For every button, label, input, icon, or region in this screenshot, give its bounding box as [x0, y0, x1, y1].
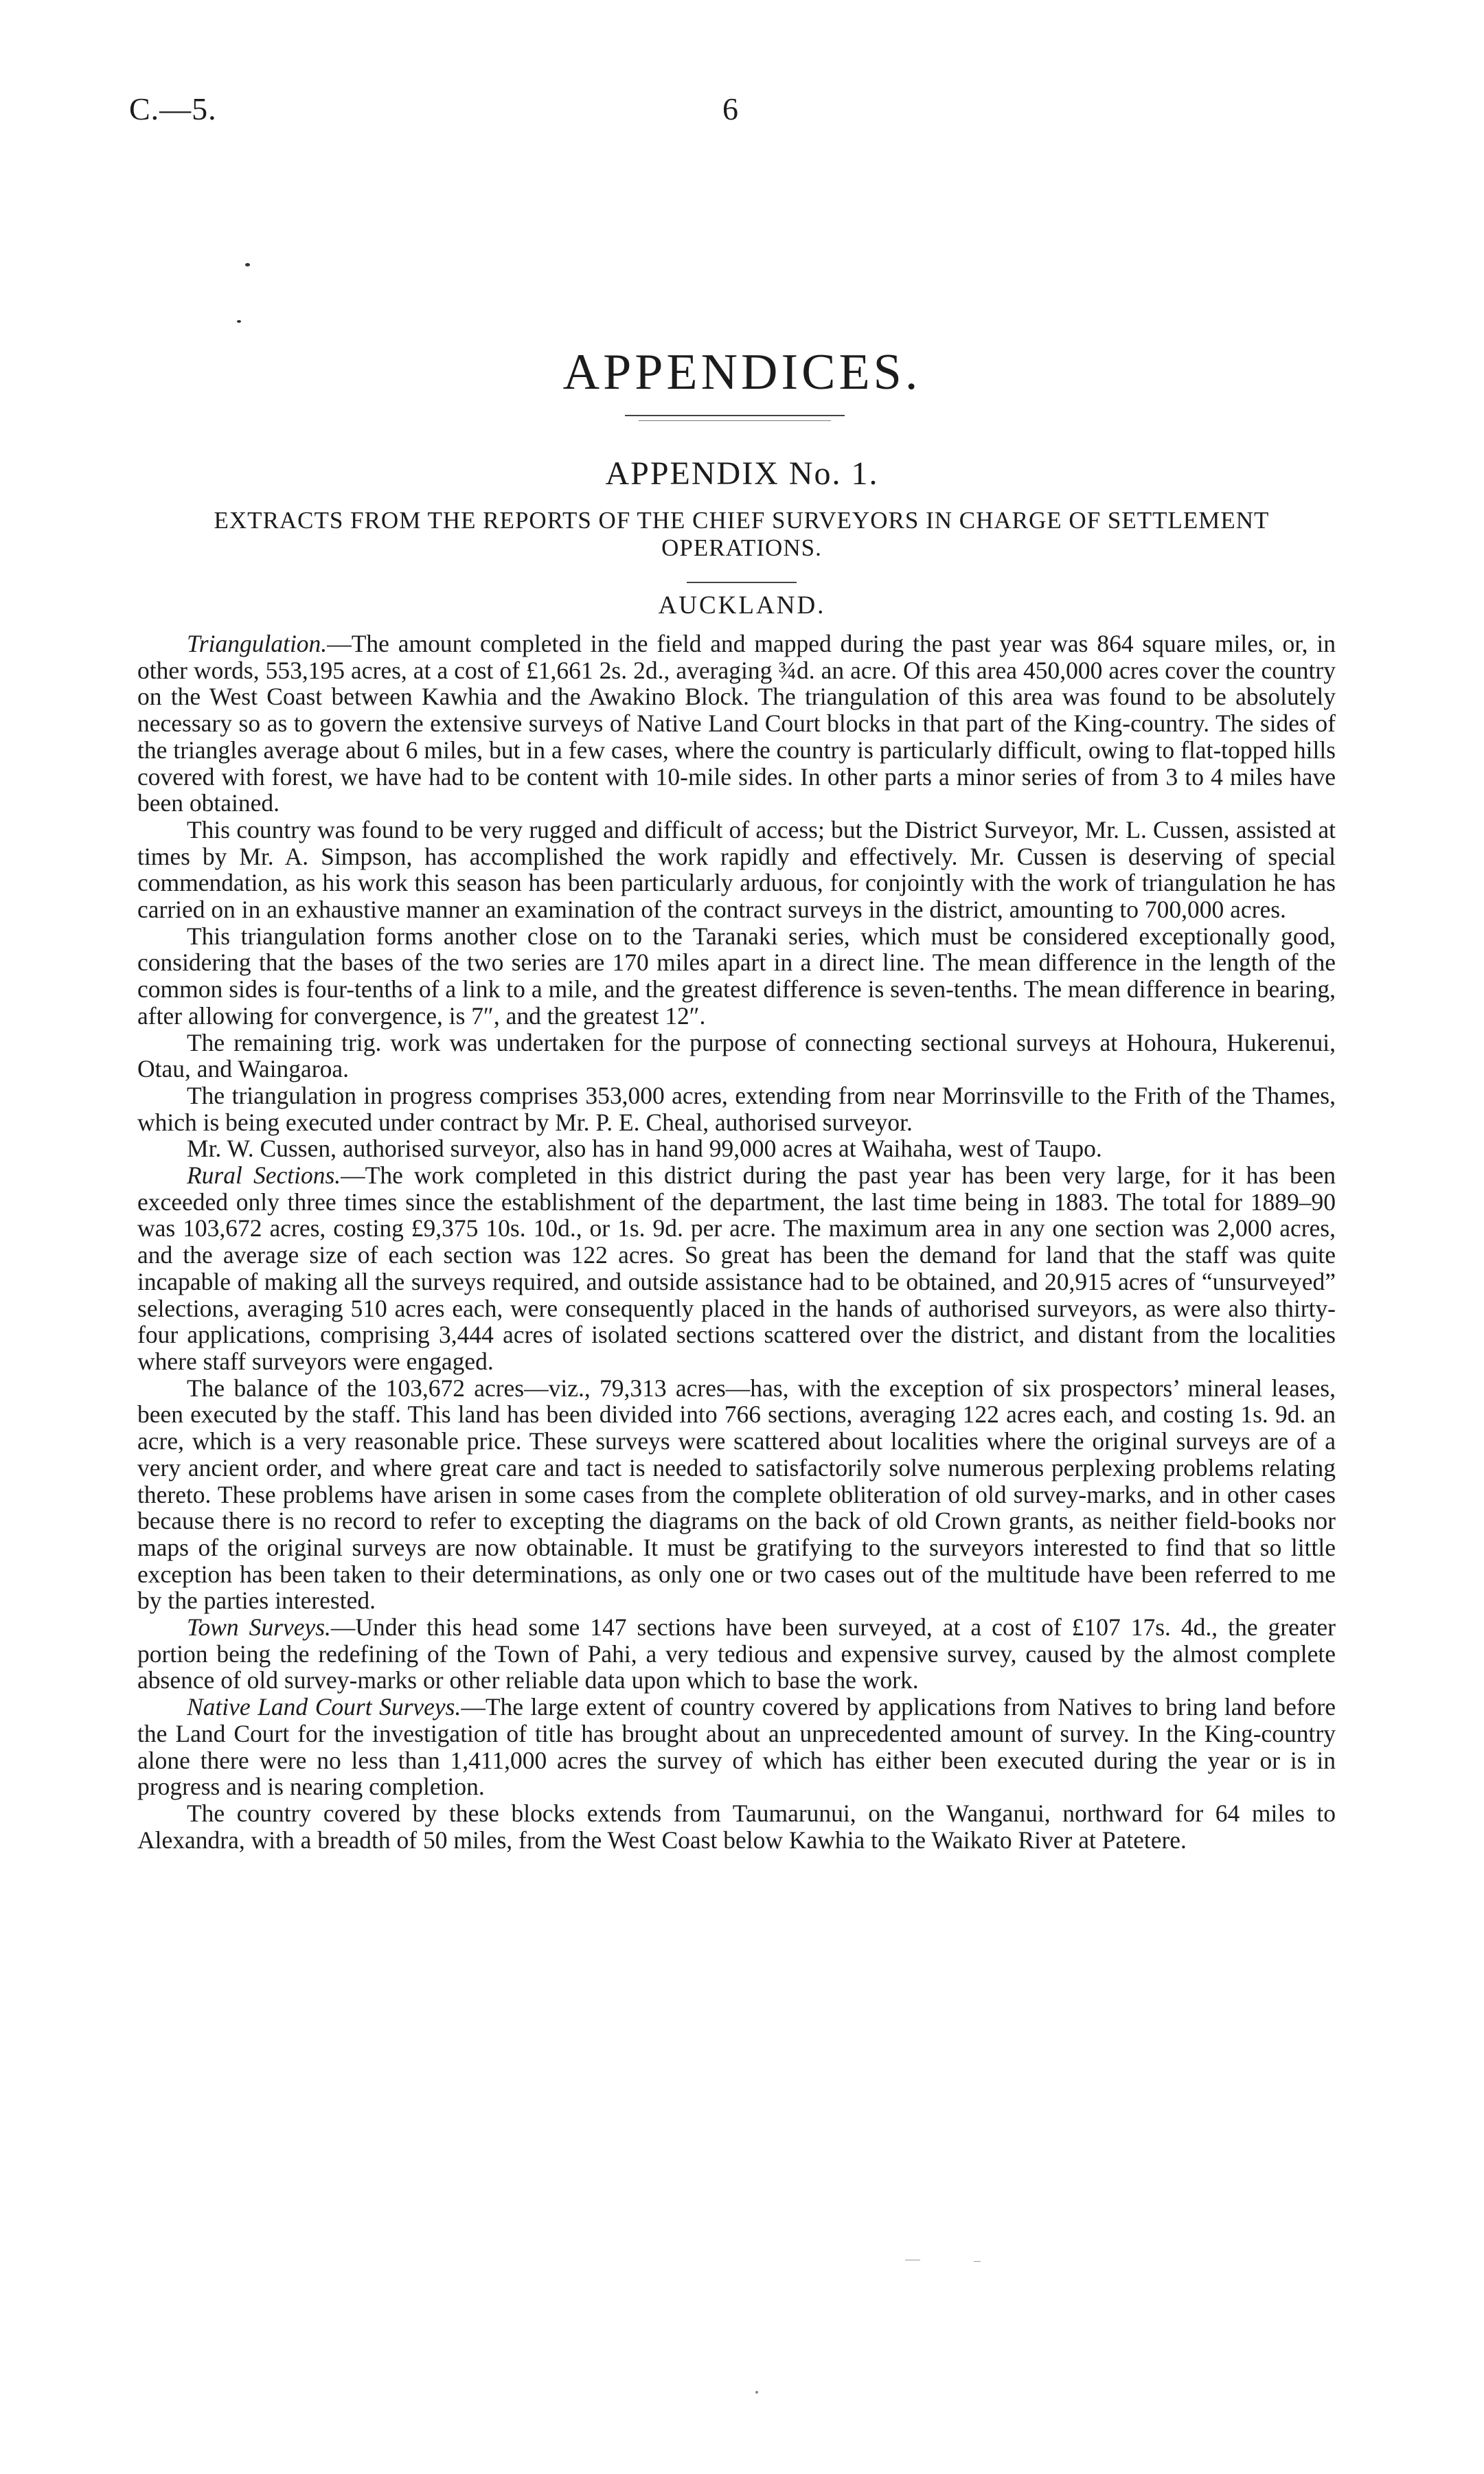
print-speck [245, 263, 250, 266]
page-title: APPENDICES. [562, 344, 922, 400]
paragraph-text: This triangulation forms another close on to the Taranaki series, which must be considered exceptionally good, considering that the bases of the two series are 170 miles apart in a direct line. The mean difference in the length of the common sides is four-tenths of a link to a mile, and the greatest difference is seven-tenths. The mean difference in bearing, after allowing for convergence, is 7″, and the greatest 12″. [137, 922, 1336, 1030]
paragraph-text: —The work completed in this district during the past year has been very large, for it has been exceeded only three times since the establishment of the department, the last time being in 1883. The total for 1889–90 was 103,672 acres, costing £9,375 10s. 10d., or 1s. 9d. per acre. The maximum area in any one section was 2,000 acres, and the average size of each section was 122 acres. So great has been the demand for land that the staff was quite incapable of making all the surveys required, and outside assistance had to be obtained, and 20,915 acres of “unsurveyed” selections, averaging 510 acres each, were consequently placed in the hands of authorised surveyors, as were also thirty-four applications, comprising 3,444 acres of isolated sections scattered over the district, and distant from the localities where staff surveyors were engaged. [137, 1161, 1336, 1375]
paragraph-heading: Native Land Court Surveys. [187, 1693, 461, 1721]
paragraph-text: This country was found to be very rugged and difficult of access; but the District Surveyor, Mr. L. Cussen, assisted at times by Mr. A. Simpson, has accomplished the work rapidly and effectively. Mr. Cussen is deserving of special commendation, as his work this season has been particularly arduous, for conjointly with the work of triangulation he has carried on in an exhaustive manner an examination of the contract surveys in the district, amounting to 700,000 acres. [137, 815, 1336, 924]
paragraph-text: The remaining trig. work was undertaken for the purpose of connecting sectional surveys at Hohoura, Hukerenui, Otau, and Waingaroa. [137, 1028, 1336, 1083]
title-rule [639, 420, 831, 421]
print-speck [755, 2391, 758, 2394]
paragraph-text: The balance of the 103,672 acres—viz., 79,313 acres—has, with the exception of six prospectors’ mineral leases, been executed by the staff. This land has been divided into 766 sections, averaging 122 acres each, and costing 1s. 9d. an acre, which is a very reasonable price. These surveys were scattered about localities where the original surveys are of a very ancient order, and where great care and tact is needed to satisfactorily solve numerous perplexing problems relating thereto. These problems have arisen in some cases from the complete obliteration of old survey-marks, and in other cases because there is no record to refer to excepting the diagrams on the back of old Crown grants, as neither field-books nor maps of the original surveys are now obtainable. It must be gratifying to the surveyors interested to find that so little exception has been taken to their determinations, as only one or two cases out of the multitude have been referred to me by the parties interested. [137, 1374, 1336, 1615]
paragraph-heading: Town Surveys. [187, 1613, 331, 1642]
paragraph-text: —The amount completed in the field and mapped during the past year was 864 square miles, or, in other words, 553,195 acres, at a cost of £1,661 2s. 2d., averaging ¾d. an acre. Of this area 450,000 acres cover the country on the West Coast between Kawhia and the Awakino Block. The triangulation of this area was found to be absolutely necessary so as to govern the extensive surveys of Native Land Court blocks in that part of the King-country. The sides of the triangles average about 6 miles, but in a few cases, where the country is particularly difficult, owing to flat-topped hills covered with forest, we have had to be content with 10-mile sides. In other parts a minor series of from 3 to 4 miles have been obtained. [137, 630, 1336, 817]
print-speck [237, 320, 241, 323]
section-rule [687, 582, 797, 583]
paragraph [137, 1135, 1336, 1162]
paragraph-town-surveys [137, 1614, 1336, 1694]
appendix-subtitle: EXTRACTS FROM THE REPORTS OF THE CHIEF SURVEYORS IN CHARGE OF SETTLEMENT OPERATIONS. [214, 507, 1270, 561]
paragraph-heading: Triangulation. [187, 630, 328, 657]
appendix-title: APPENDIX No. 1. [605, 455, 879, 492]
paragraph-text: Mr. W. Cussen, authorised surveyor, also has in hand 99,000 acres at Waihaha, west of Taupo. [187, 1135, 1102, 1163]
paragraph [137, 1800, 1336, 1853]
paragraph-heading: Rural Sections. [187, 1161, 341, 1190]
paragraph-text: —Under this head some 147 sections have been surveyed, at a cost of £107 17s. 4d., the greater portion being the redefining of the Town of Pahi, a very tedious and expensive survey, caused by the almost complete absence of old survey-marks or other reliable data upon which to base the work. [137, 1613, 1336, 1694]
paragraph-text: —The large extent of country covered by applications from Natives to bring land before the Land Court for the investigation of title has brought about an unprecedented amount of survey. In the King-country alone there were no less than 1,411,000 acres the survey of which has either been executed during the year or is in progress and is nearing completion. [137, 1693, 1336, 1801]
paragraph-rural-sections [137, 1162, 1336, 1375]
paragraph-text: The triangulation in progress comprises 353,000 acres, extending from near Morrinsville to the Frith of the Thames, which is being executed under contract by Mr. P. E. Cheal, authorised surveyor. [137, 1081, 1336, 1136]
paragraph [137, 1082, 1336, 1135]
paragraph [137, 923, 1336, 1030]
paragraph [137, 817, 1336, 923]
paragraph-native-land-court-surveys [137, 1694, 1336, 1800]
title-rule [625, 415, 845, 416]
paragraph-triangulation [137, 631, 1336, 817]
paragraph [137, 1375, 1336, 1614]
parliamentary-paper-reference: C.—5. [129, 91, 217, 126]
paragraph-text: The country covered by these blocks extends from Taumarunui, on the Wanganui, northward for 64 miles to Alexandra, with a breadth of 50 miles, from the West Coast below Kawhia to the Waikato River at Patetere. [137, 1799, 1336, 1854]
report-body [137, 631, 1336, 1853]
page-number: 6 [722, 91, 738, 126]
district-heading: AUCKLAND. [658, 591, 826, 620]
print-mark [974, 2261, 981, 2262]
paragraph [137, 1030, 1336, 1082]
